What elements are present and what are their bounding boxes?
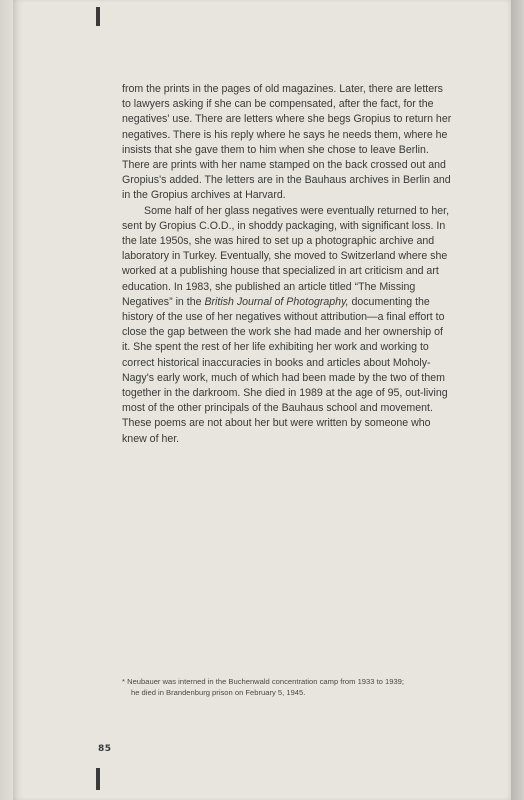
bottom-registration-mark bbox=[96, 768, 100, 790]
left-gutter bbox=[0, 0, 13, 800]
journal-title: British Journal of Photography, bbox=[204, 295, 349, 308]
paragraph-2-part-1: Some half of her glass negatives were eventually returned to her, sent by Gropius C.O.D., in shoddy packaging, with significant loss. In the late 1950s, she was hired to set up a photographic archive and laboratory in Turkey. Eventually, she moved to Switzerland where she worked at a publishing house that specialized in art criticism and art education. In 1983, she published an article titled “The Missing Negatives” in the bbox=[122, 204, 450, 308]
body-text bbox=[122, 82, 452, 447]
page-number: 85 bbox=[98, 744, 112, 754]
footnote bbox=[122, 677, 452, 698]
footnote-line-2: he died in Brandenburg prison on February 5, 1945. bbox=[131, 687, 306, 697]
top-registration-mark bbox=[96, 7, 100, 26]
book-page bbox=[13, 0, 511, 800]
footnote-line-1: Neubauer was interned in the Buchenwald concentration camp from 1933 to 1939; bbox=[127, 677, 405, 686]
paragraph-2 bbox=[122, 204, 452, 447]
paragraph-1: from the prints in the pages of old magazines. Later, there are letters to lawyers asking if she can be compensated, after the fact, for the negatives' use. There are letters where she begs Gropius to return her negatives. There is his reply where he says he needs them, where he insists that she gave them to him when she chose to leave Berlin. There are prints with her name stamped on the back crossed out and Gropius's added. The letters are in the Bauhaus archives in Berlin and in the Gropius archives at Harvard. bbox=[122, 83, 452, 202]
right-gutter bbox=[511, 0, 524, 800]
paragraph-2-part-2: documenting the history of the use of her negatives without attribution—a final effort to close the gap between the work she had made and her ownership of it. She spent the rest of her life exhibiting her work and working to correct historical inaccuracies in books and articles about Moholy-Nagy's early work, much of which had been made by the two of them together in the darkroom. She died in 1989 at the age of 95, out-living most of the other principals of the Bauhaus school and movement. These poems are not about her but were written by someone who knew of her. bbox=[122, 295, 448, 445]
footnote-marker: * bbox=[122, 677, 125, 686]
